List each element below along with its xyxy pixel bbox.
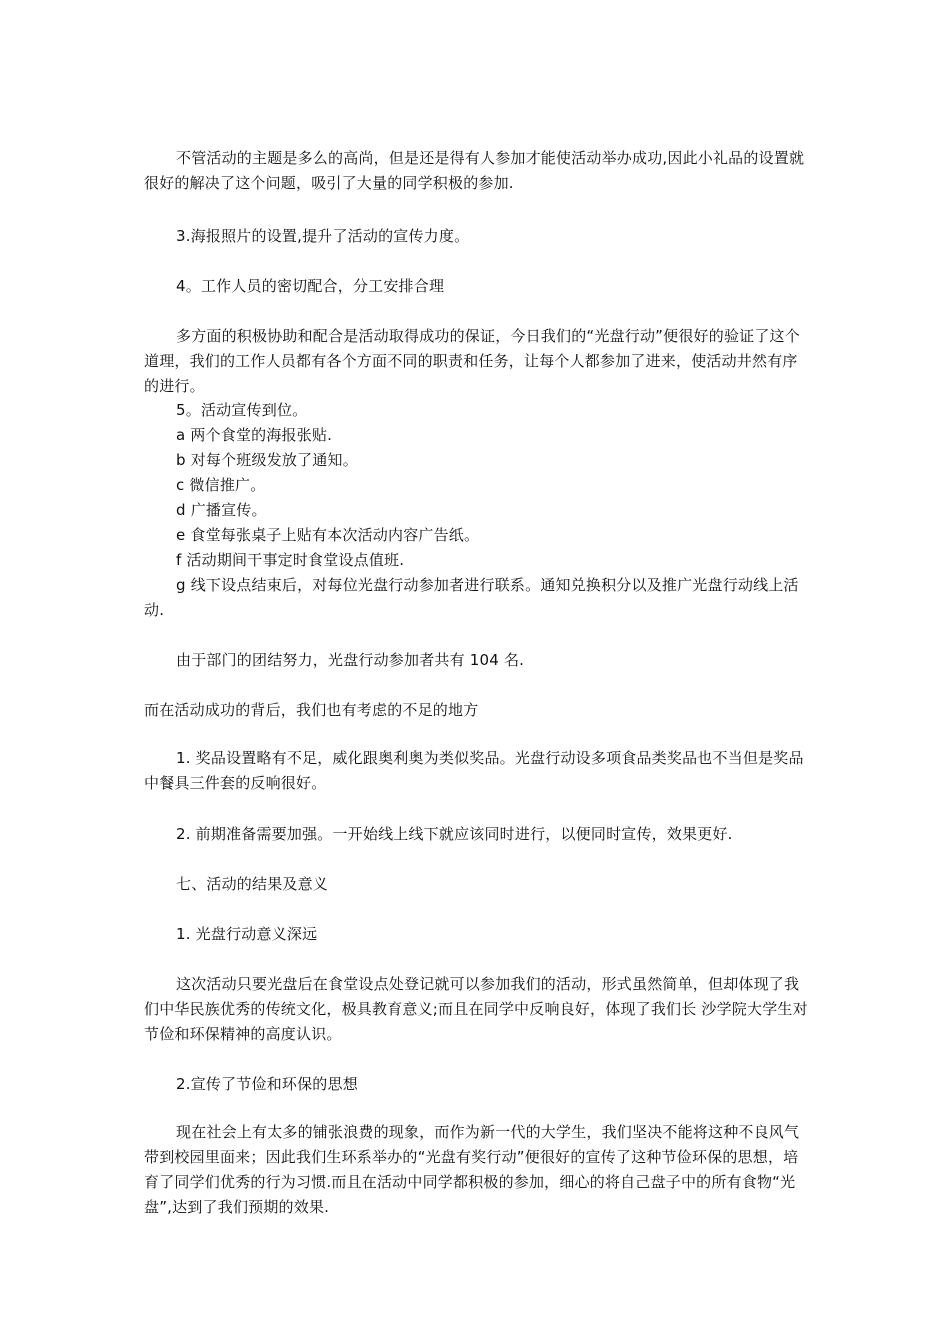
subheading-1: 1. 光盘行动意义深远 (176, 925, 318, 943)
paragraph-3: 4。工作人员的密切配合，分工安排合理 (176, 277, 445, 295)
paragraph-shortcomings: 而在活动成功的背后，我们也有考虑的不足的地方 (144, 701, 479, 719)
list-item-c: c 微信推广。 (176, 476, 266, 494)
paragraph-shortcoming-1: 1. 奖品设置略有不足，威化跟奥利奥为类似奖品。光盘行动设多项食品类奖品也不当但是奖品中餐具三件套的反响很好。 (144, 749, 804, 792)
list-item-f: f 活动期间干事定时食堂设点值班. (176, 551, 405, 569)
paragraph-shortcoming-2: 2. 前期准备需要加强。一开始线上线下就应该同时进行，以便同时宣传，效果更好. (176, 825, 733, 843)
list-item-d: d 广播宣传。 (176, 501, 267, 519)
list-item-e: e 食堂每张桌子上贴有本次活动内容广告纸。 (176, 526, 480, 544)
paragraph-4: 多方面的积极协助和配合是活动取得成功的保证，今日我们的“光盘行动”便很好的验证了这个道理，我们的工作人员都有各个方面不同的职责和任务，让每个人都参加了进来，使活动井然有序的进行。 (144, 327, 800, 395)
subheading-2: 2.宣传了节俭和环保的思想 (176, 1075, 358, 1093)
paragraph-1: 不管活动的主题是多么的高尚，但是还是得有人参加才能使活动举办成功,因此小礼品的设置就很好的解决了这个问题，吸引了大量的同学积极的参加. (144, 149, 805, 192)
paragraph-significance-2: 现在社会上有太多的铺张浪费的现象，而作为新一代的大学生，我们坚决不能将这种不良风气带到校园里面来；因此我们生环系举办的“光盘有奖行动”便很好的宣传了这种节俭环保的思想，培育了同学们优秀的行为习惯.而且在活动中同学都积极的参加，细心的将自己盘子中的所有食物“光盘”,达到了我们预期的效果. (144, 1123, 800, 1216)
section-heading-7: 七、活动的结果及意义 (176, 875, 329, 893)
list-item-a: a 两个食堂的海报张贴. (176, 426, 333, 444)
paragraph-2: 3.海报照片的设置,提升了活动的宣传力度。 (176, 227, 470, 245)
list-item-5: 5。活动宣传到位。 (176, 401, 308, 419)
list-item-g: g 线下设点结束后，对每位光盘行动参加者进行联系。通知兑换积分以及推广光盘行动线上活动. (144, 576, 799, 619)
paragraph-significance-1: 这次活动只要光盘后在食堂设点处登记就可以参加我们的活动，形式虽然简单，但却体现了我们中华民族优秀的传统文化，极具教育意义;而且在同学中反响良好，体现了我们长 沙学院大学生对节俭和环保精神的高度认识。 (144, 975, 808, 1043)
paragraph-participants: 由于部门的团结努力，光盘行动参加者共有 104 名. (176, 651, 525, 669)
list-item-b: b 对每个班级发放了通知。 (176, 451, 358, 469)
